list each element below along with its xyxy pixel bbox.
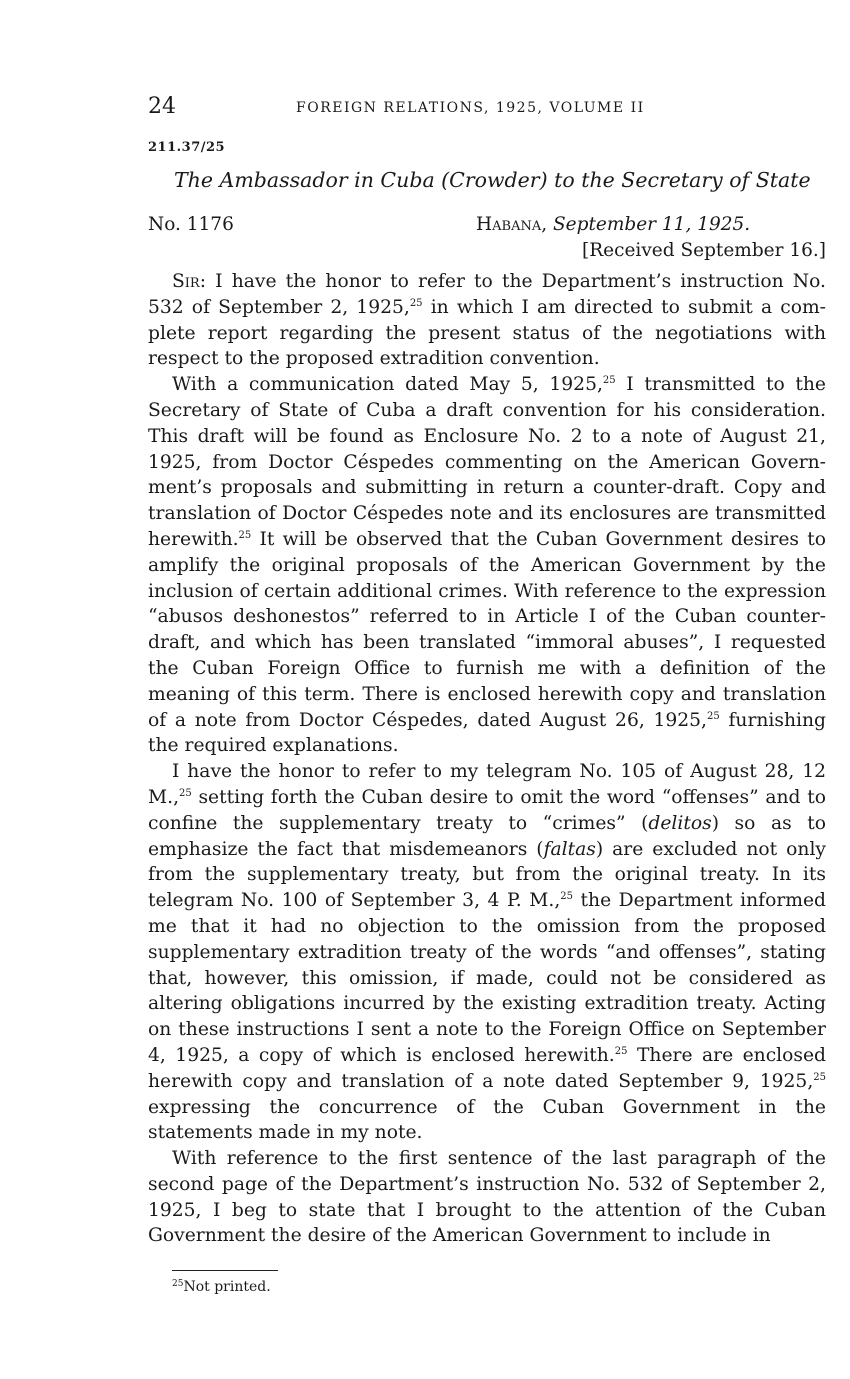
document-title: The Ambassador in Cuba (Crowder) to the Secretary of State: [174, 168, 811, 192]
footnote-ref: 25: [614, 1045, 628, 1057]
footnote-ref: 25: [560, 891, 573, 903]
paragraph-text: ) are excluded not only from the supplementary treaty, but from the original treaty. In its telegram No. 100 of September 3, 4 P. M.,: [148, 838, 826, 912]
paragraph-text: It will be observed that the Cuban Government desires to amplify the original proposals of the American Government by the inclusion of certain additional crimes. With reference to the expression “abusos deshonestos” referred to in Article I of the Cuban counter-draft, and which has been translated “immoral abuses”, I requested the Cuban Foreign Office to furnish me with a definition of the meaning of this term. There is enclosed herewith copy and translation of a note from Doctor Céspedes, dated August 26, 1925,: [148, 528, 826, 731]
paragraph-text: With reference to the first sentence of the last paragraph of the second page of the Department’s instruction No. 532 of September 2, 1925, I beg to state that I brought to the attention of the Cuban Government the desire of the American Government to include in: [148, 1148, 826, 1247]
paragraph-text: setting forth the Cuban desire to omit the word “offenses” and to confine the supplementary treaty to “crimes” (: [148, 786, 826, 834]
footnote-ref: 25: [238, 529, 252, 541]
dispatch-place: Habana,: [476, 214, 548, 235]
paragraph-text: in which I am directed to submit a complete report regarding the present status of the negotiations with respect to the proposed extradition convention.: [148, 296, 826, 370]
dispatch-date: September 11, 1925.: [553, 214, 751, 235]
paragraph-4: [148, 1146, 826, 1249]
footnote-ref: 25: [179, 787, 192, 799]
footnote-marker: 25: [172, 1279, 184, 1289]
paragraph-3: [148, 759, 826, 1146]
paragraph-text: I have the honor to refer to the Department’s instruction No. 532 of September 2, 1925,: [148, 271, 826, 318]
italic-term: delitos: [648, 812, 712, 834]
letter-body: [148, 269, 826, 1249]
running-head: FOREIGN RELATIONS, 1925, VOLUME II: [296, 100, 645, 116]
footnote-ref: 25: [409, 297, 423, 309]
paragraph-text: I have the honor to refer to my telegram No. 105 of August 28, 12 M.,: [148, 761, 826, 808]
page-number: 24: [148, 94, 176, 119]
received-date: [Received September 16.]: [582, 240, 826, 261]
paragraph-text: expressing the concurrence of the Cuban Government in the statements made in my note.: [148, 1096, 826, 1144]
page-header: [148, 94, 826, 124]
footnote-ref: 25: [707, 710, 720, 722]
paragraph-1: [148, 269, 826, 372]
footnote-text: Not printed.: [183, 1279, 271, 1295]
footnote-ref: 25: [813, 1071, 826, 1083]
paragraph-text: I transmitted to the Secretary of State of Cuba a draft convention for his consideration. This draft will be found as Enclosure No. 2 to a note of August 21, 1925, from Doctor Céspedes commenting on the American Government’s proposals and submitting in return a counter-draft. Copy and translation of Doctor Céspedes note and its enclosures are transmitted herewith.: [148, 374, 826, 550]
footnote: [172, 1279, 271, 1295]
footnote-ref: 25: [602, 375, 616, 387]
dispatch-place-date: [476, 214, 750, 235]
paragraph-text: There are enclosed herewith copy and translation of a note dated September 9, 1925,: [148, 1044, 827, 1092]
paragraph-text: furnishing the required explanations.: [148, 709, 826, 757]
paragraph-text: ) so as to emphasize the fact that misdemeanors (: [148, 812, 826, 860]
italic-term: faltas: [543, 838, 596, 860]
paragraph-2: [148, 372, 826, 759]
file-number: 211.37/25: [148, 140, 226, 155]
paragraph-text: the Department informed me that it had no objection to the omission from the proposed supplementary extradition treaty of the words “and offenses”, stating that, however, this omission, if made, could not be considered as altering obligations incurred by the existing extradition treaty. Acting on these instructions I sent a note to the Foreign Office on September 4, 1925, a copy of which is enclosed herewith.: [148, 890, 826, 1066]
salutation: Sir:: [172, 271, 207, 292]
dispatch-number: No. 1176: [148, 214, 234, 235]
footnote-divider: [172, 1270, 278, 1271]
paragraph-text: With a communication dated May 5, 1925,: [172, 374, 603, 396]
